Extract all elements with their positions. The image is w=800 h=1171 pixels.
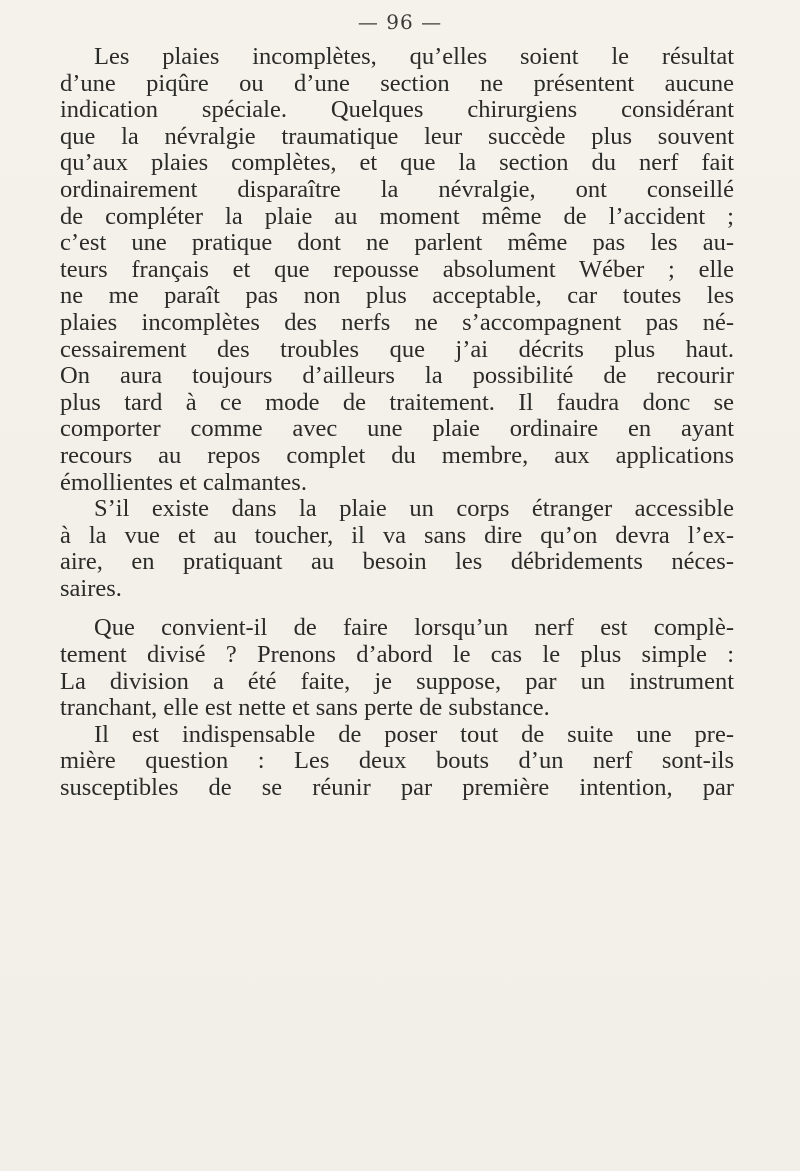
text-line: mière question : Les deux bouts d’un nerf sont-ils xyxy=(60,747,734,775)
text-line: qu’aux plaies complètes, et que la section du nerf fait xyxy=(60,149,734,177)
text-line: On aura toujours d’ailleurs la possibilité de recourir xyxy=(60,362,734,390)
text-line: ordinairement disparaître la névralgie, ont conseillé xyxy=(60,175,734,203)
text-line: de compléter la plaie au moment même de l’accident ; xyxy=(60,202,734,230)
text-line: ne me paraît pas non plus acceptable, car toutes les xyxy=(60,282,734,310)
paragraph-3 xyxy=(60,615,734,801)
text-line: susceptibles de se réunir par première intention, par xyxy=(60,774,734,802)
text-line: à la vue et au toucher, il va sans dire qu’on devra l’ex- xyxy=(60,521,734,549)
text-line: indication spéciale. Quelques chirurgiens considérant xyxy=(60,96,734,124)
text-line: tement divisé ? Prenons d’abord le cas le plus simple : xyxy=(60,641,734,669)
paragraph-2 xyxy=(60,496,734,602)
body-text xyxy=(60,44,734,802)
text-line: Que convient-il de faire lorsqu’un nerf est complè- xyxy=(94,614,734,642)
text-line: cessairement des troubles que j’ai décrits plus haut. xyxy=(60,335,734,363)
text-line: d’une piqûre ou d’une section ne présentent aucune xyxy=(60,69,734,97)
text-line: comporter comme avec une plaie ordinaire en ayant xyxy=(60,415,734,443)
text-line: recours au repos complet du membre, aux applications xyxy=(60,441,734,469)
paragraph-1 xyxy=(60,44,734,496)
text-line: La division a été faite, je suppose, par un instrument xyxy=(60,667,734,695)
text-line: plaies incomplètes des nerfs ne s’accompagnent pas né- xyxy=(60,308,734,336)
text-line: c’est une pratique dont ne parlent même pas les au- xyxy=(60,229,734,257)
text-line: teurs français et que repousse absolument Wéber ; elle xyxy=(60,255,734,283)
text-line: tranchant, elle est nette et sans perte de substance. xyxy=(60,694,550,722)
text-line: Les plaies incomplètes, qu’elles soient le résultat xyxy=(94,43,734,70)
text-line: que la névralgie traumatique leur succède plus souvent xyxy=(60,122,734,150)
text-line: aire, en pratiquant au besoin les débridements néces- xyxy=(60,548,734,576)
text-line: plus tard à ce mode de traitement. Il faudra donc se xyxy=(60,388,734,416)
text-line: émollientes et calmantes. xyxy=(60,468,307,496)
text-line: saires. xyxy=(60,574,122,602)
page-number: — 96 — xyxy=(357,10,443,34)
text-line: Il est indispensable de poser tout de suite une pre- xyxy=(94,720,734,748)
text-line: S’il existe dans la plaie un corps étranger accessible xyxy=(94,495,734,523)
